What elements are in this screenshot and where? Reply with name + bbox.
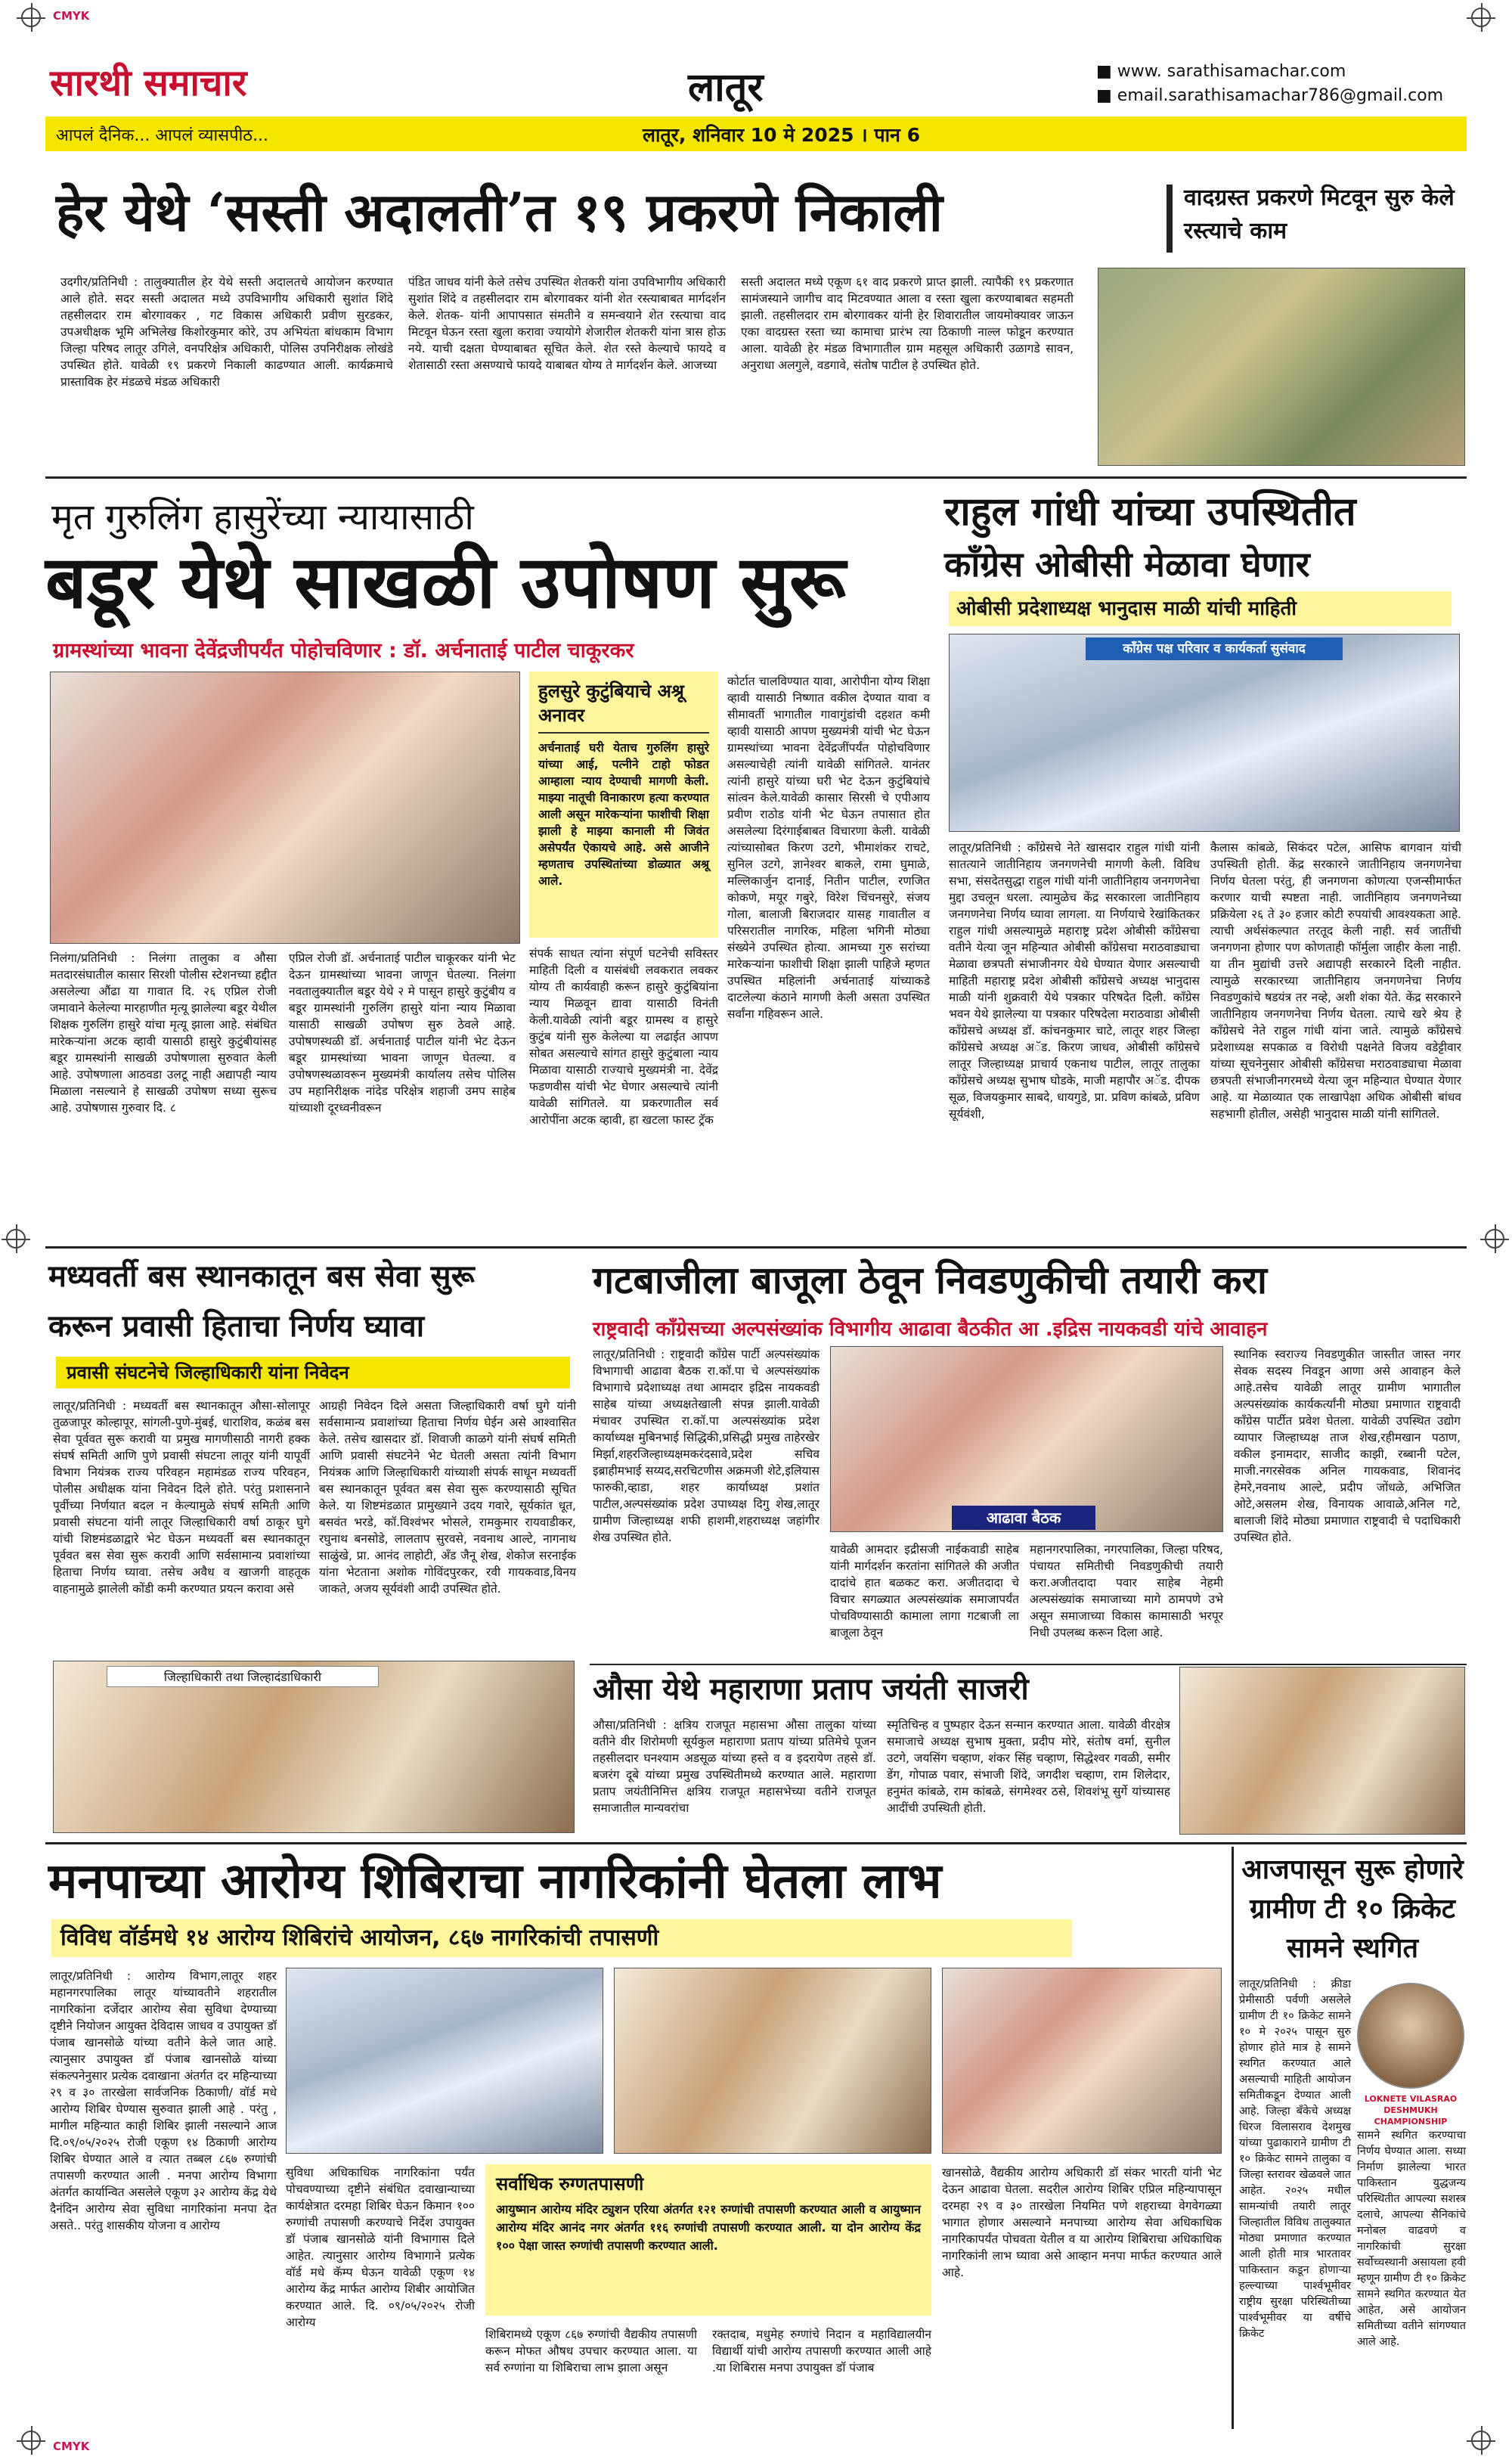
article-column: लातूर/प्रतिनिधी : मध्यवर्ती बस स्थानकातून औसा-सोलापूर तुळजापूर कोल्हापूर, सांगली-पुणे-मुंबई, धाराशिव, कळंब बस सेवा पूर्ववत सुरू करावी या प्रमुख मागणीसाठी नागरी हक्क संघर्ष समिती आणि पुणे प्रवासी संघटना लातूर यांनी यापूर्वी विभाग नियंत्रक राज्य परिवहन महामंडळ राज्य परिवहन, पोलीस अधीक्षक यांना निवेदन दिले होते. परंतु प्रशासनाने पूर्वीच्या निर्णयात बदल न केल्यामुळे संघर्ष समिती आणि प्रवासी संघटना यांनी लातूर जिल्हाधिकारी वर्षा ठाकूर घुगे यांची शिष्टमंडळाद्वारे भेट घेऊन मध्यवर्ती बस स्थानकातून पूर्ववत बस सेवा सुरू करावी आणि सर्वसामान्य प्रवाशांच्या हिताचा निर्णय घ्यावा. तसेच अवैध व खाजगी वाहतूक वाहनामुळे झालेली कोंडी कमी करण्यात प्रयत्न करावा असे: [53, 1399, 310, 1596]
box-text: आयुष्मान आरोग्य मंदिर ट्युशन एरिया अंतर्गत १२१ रुग्णांची तपासणी करण्यात आली व आयुष्मान आरोग्य मंदिर आनंद नगर अंतर्गत ११६ रुग्णांची तपासणी करण्यात आली. या दोन आरोग्य केंद्र १०० पेक्षा जास्त रुग्णांची तपासणी करण्यात आली.: [496, 2202, 921, 2253]
article-column: स्मृतिचिन्ह व पुष्पहार देऊन सन्मान करण्यात आला. यावेळी वीरक्षेत्र समाजाचे अध्यक्ष सुभाष मुक्ता, प्रदीप मोरे, संतोष वर्मा, सुनील उटगे, जयसिंग चव्हाण, शंकर सिंह चव्हाण, सिद्धेश्वर गवळी, समीर डेंग, गोपाळ पवार, संभाजी शिंदे, जगदीश चव्हाण, राम शिलेदार, हनुमंत कांबळे, राम कांबळे, संगमेश्वर ठसे, शिवशंभू सुर्गे यांच्यासह आदींची उपस्थिती होती.: [887, 1718, 1170, 1815]
registration-mark-icon: [21, 8, 41, 27]
delegation-photo: [53, 1661, 575, 1833]
info-box: [529, 672, 718, 938]
side-headline: वादग्रस्त प्रकरणे मिटवून सुरु केले रस्त्याचे काम: [1184, 185, 1455, 244]
story-congress-obc-rally: [941, 484, 1467, 1248]
headline-line1: मध्यवर्ती बस स्थानकातून बस सेवा सुरू: [48, 1258, 475, 1294]
headline-line2: करून प्रवासी हिताचा निर्णय घ्यावा: [48, 1308, 425, 1344]
kicker: मृत गुरुलिंग हासुरेंच्या न्यायासाठी: [51, 496, 474, 538]
article-column: खानसोळे, वैद्यकीय आरोग्य अधिकारी डॉ संकर भारती यांनी भेट देऊन आढावा घेतला. सदरील आरोग्य शिबिर एप्रिल महिन्यापासून दरमहा २९ व ३० तारखेला नियमित पणे शहराच्या वेगवेगळ्या भागात होणार असल्याने मनपाच्या आरोग्य सेवा अधिकाधिक नागरिकापर्यंत पोचवता येतील व या आरोग्य शिबिराचा अधिकाधिक नागरिकांनी लाभ घ्यावा असे आव्हान मनपा मार्फत करण्यात आले आहे.: [942, 2166, 1222, 2279]
jayanti-photo: [1179, 1667, 1465, 1835]
subhead: राष्ट्रवादी काँग्रेसच्या अल्पसंख्यांक विभागीय आढावा बैठकीत आ .इद्रिस नायकवडी यांचे आवाहन: [593, 1318, 1268, 1341]
article-column: रक्तदाब, मधुमेह रुग्णांचे निदान व महाविद्यालयीन विद्यार्थी यांची आरोग्य तपासणी करण्यात आली आहे .या शिबिरास मनपा उपायुक्त डॉ पंजाब: [712, 2328, 931, 2375]
story-health-camp: [45, 1847, 1228, 2429]
headline: आजपासून सुरू होणारे ग्रामीण टी १० क्रिकेट सामने स्थगित: [1241, 1854, 1464, 1964]
camp-photo: [286, 1968, 603, 2154]
tagline: आपलं दैनिक... आपलं व्यासपीठ...: [56, 126, 269, 145]
website-bullet-icon: ■: [1096, 62, 1117, 81]
camp-photo: [614, 1968, 931, 2154]
article-column: सस्ती अदालत मध्ये एकूण ६१ वाद प्रकरणे प्राप्त झाली. त्यापैकी १९ प्रकरणात सामंजस्याने जागीच वाद मिटवण्यात आला व रस्ता खुला करण्याबाबत सहमती झाली. तहसीलदार राम बोरगावकर यांनी हेर शिवारातील जायमोक्यावर जाऊन एका वादग्रस्त रस्ता च्या कामाचा प्रारंभ त्या ठिकाणी नाल्ल फोडून करण्यात आला. यावेळी हेर मंडळ विभागातील ग्राम महसूल अधिकारी उळागडे सावन, अनुराधा अलगुले, वडगावे, संतोष पाटील हे उपस्थित होते.: [741, 275, 1074, 372]
registration-mark-icon: [1471, 2431, 1491, 2450]
strap: प्रवासी संघटनेचे जिल्हाधिकारी यांना निवेदन: [56, 1357, 570, 1388]
headline: हेर येथे ‘सस्ती अदालती’त १९ प्रकरणे निकाली: [56, 181, 943, 244]
meeting-photo: [830, 1346, 1223, 1532]
press-conference-photo: [949, 634, 1460, 832]
email-bullet-icon: ■: [1096, 86, 1117, 105]
article-column: कोर्टात चालविण्यात यावा, आरोपीना योग्य शिक्षा व्हावी यासाठी निष्णात वकील देण्यात यावा व सीमावर्ती भागातील गावागुंडांची दहशत कमी व्हावी यासाठी आपण मुख्यमंत्री यांची भेट घेऊन ग्रामस्थांच्या भावना देवेंद्रजींपर्यंत पोहोचविणार असल्याचेही त्यांनी यावेळी सांगितले. यानंतर त्यांनी हासुरे यांच्या घरी भेट देऊन कुटुंबियांचे सांत्वन केले.यावेळी कासार सिरसी चे एपीआय प्रवीण राठोड यांनी भेट घेऊन तपासात होत असलेल्या दिरंगाईबाबत विचारणा केली. यावेळी त्यांच्यासोबत किरण उटगे, भीमाशंकर राचटे, सुनिल उटगे, ज्ञानेश्वर बाकले, रामा घुमाळे, मल्लिकार्जुन दानाई, नितीन पाटील, रणजित कोकणे, मयूर गबुरे, विरेश चिंचनसुरे, संजय गोला, बालाजी बिराजदार यासह गावातील व परिसरातील नागरिक, महिला भगिनी मोठ्या संख्येने उपस्थित होत्या. आमच्या गुरु सरांच्या मारेकऱ्यांना फाशीची शिक्षा झाली पाहिजे म्हणत उपस्थित महिलांनी अर्चनाताई यांच्याकडे दाटलेल्या कंठाने मागणी केली असता उपस्थित सर्वांना गहिवरून आले.: [727, 675, 930, 1021]
paper-name: सारथी समाचार: [50, 62, 247, 104]
box-title: हुलसुरे कुटुंबियाचे अश्रू अनावर: [538, 679, 709, 734]
article-column: निलंगा/प्रतिनिधी : निलंगा तालुका व औसा मतदारसंघातील कासार सिरशी पोलीस स्टेशनच्या हद्दीत असलेल्या औंढा या गावात दि. २६ एप्रिल रोजी जमावाने केलेल्या मारहाणीत मृत्यू झालेल्या बडूर येथील शिक्षक गुरुलिंग हासुरे यांचा मृत्यू झाला आहे. संबंधित मारेकऱ्यांना अटक व्हावी यासाठी हासुरे कुटुंबीयांसह बडूर ग्रामस्थांनी साखळी उपोषणाला सुरुवात केली आहे. उपोषणाला आठवडा उलटू नाही अद्यापही न्याय मिळाला नसल्याने हे साखळी उपोषण सध्या सुरूच आहे. उपोषणास गुरुवार दि. ८: [50, 951, 277, 1115]
article-column: स्थानिक स्वराज्य निवडणुकीत जास्तीत जास्त नगर सेवक सदस्य निवडून आणा असे आवाहन केले आहे.तसेच यावेळी लातूर ग्रामीण भागातील अल्पसंख्यांक कार्यकर्त्यांनी मोठ्या प्रमाणात राष्ट्रवादी काँग्रेस पार्टीत प्रवेश घेतला. यावेळी उपस्थित उद्योग व्यापार जिल्हाध्यक्ष ताज शेख,रहीमखान पठाण, वकील इनामदार, साजीद काझी, रब्बानी पटेल, माजी.नगरसेवक अनिल गायकवाड, शिवानंद हेमरे,नवनाथ आल्टे, प्रदीप जोंधळे, अभिजित ओटे,असलम शेख, विनायक आवाळे,अनिल गटे, बालाजी शिंदे मोठ्या प्रमाणात राष्ट्रवादी चे पदाधिकारी उपस्थित होते.: [1234, 1348, 1461, 1544]
box-title: सर्वाधिक रुग्णतपासणी: [496, 2173, 644, 2195]
divider: [45, 1246, 1467, 1249]
hunger-strike-photo: [50, 672, 520, 944]
article-column: एप्रिल रोजी डॉ. अर्चनाताई पाटील चाकूरकर यांनी भेट देऊन ग्रामस्थांच्या भावना जाणून घेतल्या. निलंगा नवतालुक्यातील बडूर येथे २ मे पासून हासुरे कुटुंबीय व बडूर ग्रामस्थांनी गुरुलिंग हासुरे यांना न्याय मिळावा यासाठी साखळी उपोषण सुरु ठेवले आहे. उपोषणस्थळी डॉ. अर्चनाताई पाटील यांनी भेट देऊन बडूर ग्रामस्थांच्या भावना जाणून घेतल्या. व उपोषणस्थळावरून मुख्यमंत्री कार्यालय तसेच पोलिस उप महानिरीक्षक नांदेड परिक्षेत्र शहाजी उमप साहेब यांच्याशी दूरध्वनीवरून: [289, 951, 516, 1115]
article-column: आग्रही निवेदन दिले असता जिल्हाधिकारी वर्षा घुगे यांनी सर्वसामान्य प्रवाशांच्या हिताचा निर्णय घेईन असे आश्वासित केले. तसेच खासदार डॉ. शिवाजी काळगे यांनी संघर्ष समिती आणि प्रवासी संघटनेने भेट घेतली असता त्यांनी विभाग नियंत्रक आणि जिल्हाधिकारी यांच्याशी संपर्क साधून मध्यवर्ती बस स्थानकातून पूर्ववत बस सेवा सुरू करण्यासाठी सूचित केले. या शिष्टमंडळात प्रामुख्याने उदय गवारे, सूर्यकांत धूत, बसवंत भरडे, कॉ.विश्वंभर भोसले, रामकुमार रायवाडीकर, रघुनाथ बनसोडे, लालताप सुरवसे, नवनाथ आल्टे, नागनाथ साळुंखे, प्रा. आनंद लाहोटी, अँड जैनू शेख, शेकोज सरनाईक यांना भेटताना अशोक गोविंदपुरकर, रवी गायकवाड,विनय जाकते, अजय सूर्यवंशी आदी उपस्थित होते.: [319, 1399, 576, 1596]
article-column: औसा/प्रतिनिधी : क्षत्रिय राजपूत महासभा औसा तालुका यांच्या वतीने वीर शिरोमणी सूर्यकुल महाराणा प्रताप यांच्या प्रतिमेचे पूजन तहसीलदार घनश्याम अडसूळ यांच्या हस्ते व व इदरायेण तहसे डॉ. बजरंग दूबे यांच्या प्रमुख उपस्थितीमध्ये करण्यात आले. महाराणा प्रताप जयंतीनिमित्त क्षत्रिय राजपूत महासभेच्या वतीने राजपूत समाजातील मान्यवरांचा: [593, 1718, 876, 1815]
dateline: लातूर, शनिवार 10 मे 2025 । पान 6: [643, 124, 921, 146]
article-column: पंडित जाधव यांनी केले तसेच उपस्थित शेतकरी यांना उपविभागीय अधिकारी सुशांत शिंदे व तहसीलदार राम बोरगावकर यांनी शेत रस्त्याबाबत मार्गदर्शन केले. शेतक- यांनी आपापसात संमतीने व समन्वयाने शेत रस्त्याचा वाद मिटवून घेऊन रस्ता खुला करावा ज्यायोगे शेजारील शेतकरी यांना त्रास होऊ नये. याची दक्षता घेण्याबाबत सूचित केले. शेत रस्ते केल्याचे फायदे व शेतासाठी रस्ता असण्याचे फायदे याबाबत योग्य ते मार्गदर्शन केले. आजच्या: [408, 275, 726, 372]
registration-mark-icon: [6, 1229, 26, 1249]
cmyk-mark: CMYK: [53, 9, 90, 23]
article-column: कैलास कांबळे, सिकंदर पटेल, आसिफ बागवान यांची उपस्थिती होती. केंद्र सरकारने जातीनिहाय जनगणनेचा निर्णय घेतला परंतु, ही जनगणना कोणत्या एजन्सीमार्फत करणार याची स्पष्टता नाही. जातीनिहाय जनगणनेच्या प्रक्रियेला २६ ते ३० हजार कोटी रुपयांची आवश्यकता आहे. त्याची अर्थसंकल्पात तरतूद केली नाही. सर्व जातींची जनगणना होणार पण कोणताही फॉर्मुला जाहीर केला नाही. या तीन मुद्यांची उत्तरे अद्यापही सरकारने दिली नाहीत. त्यामुळे सरकारच्या जातीनिहाय जनगणनेचा निर्णय निवडणुकांचे षडयंत्र तर नव्हे, अशी शंका येते. केंद्र सरकारने जातीनिहाय जनगणनेचा निर्णय घेतला. त्याचे खरे श्रेय हे काँग्रेसचे नेते राहुल गांधी यांना जाते. त्यामुळे काँग्रेसचे प्रदेशाध्यक्ष सपकाळ व विरोधी पक्षनेते विजय वडेट्टीवार यांच्या सूचनेनुसार ओबीसी काँग्रेसचा मराठवाड्याचा मेळावा छत्रपती संभाजीनगरमध्ये येत्या जून महिन्यात घेण्यात येणार आहे. या मेळाव्यात एक लाखापेक्षा अधिक ओबीसी बांधव सहभागी होतील, असेही भानुदास माळी यांनी सांगितले.: [1210, 841, 1461, 1121]
registration-mark-icon: [21, 2431, 41, 2450]
article-column: सामने स्थगित करण्याचा निर्णय घेण्यात आला. सध्या निर्माण झालेल्या भारत पाकिस्तान युद्धजन्य परिस्थितीत आपल्या सशस्त्र दलाचे, आपल्या सैनिकांचे मनोबल वाढवणे व नागरिकांची सुरक्षा सर्वोच्चस्थानी असायला हवी म्हणून ग्रामीण टी १० क्रिकेट सामने स्थगित करण्यात येत आहेत, असे आयोजन समितीच्या वतीने सांगण्यात आले आहे.: [1357, 2130, 1466, 2348]
email: ■ email.sarathisamachar786@gmail.com: [1096, 86, 1444, 105]
office-sign: जिल्हाधिकारी तथा जिल्हादंडाधिकारी: [107, 1666, 379, 1687]
divider: [45, 1842, 1467, 1844]
divider: [1232, 1847, 1234, 2429]
headline: राहुल गांधी यांच्या उपस्थितीत: [944, 489, 1356, 535]
banner-text: काँग्रेस पक्ष परिवार व कार्यकर्ता सुसंवाद: [1086, 637, 1343, 660]
headline: मनपाच्या आरोग्य शिबिराचा नागरिकांनी घेतला लाभ: [48, 1853, 942, 1909]
headline: औसा येथे महाराणा प्रताप जयंती साजरी: [593, 1671, 1029, 1707]
registration-mark-icon: [1471, 8, 1491, 27]
article-column: संपर्क साधत त्यांना संपूर्ण घटनेची सविस्तर माहिती दिली व यासंबंधी लवकरात लवकर योग्य ती कार्यवाही करून हासुरे कुटुंबियांना न्याय मिळवून द्यावा यासाठी विनंती केली.यावेळी त्यांनी बडूर ग्रामस्थ व हासुरे कुटुंब यांनी सुरु केलेल्या या लढाईत आपण सोबत असल्याचे सांगत हासुरे कुटुंबाला न्याय मिळावा यासाठी राज्याचे मुख्यमंत्री ना. देवेंद्र फडणवीस यांची भेट घेणार असल्याचे त्यांनी यावेळी सांगितले. या प्रकरणातील सर्व आरोपींना अटक व्हावी, हा खटला फास्ट ट्रॅक: [529, 947, 718, 1127]
story-bus-service: [45, 1251, 582, 1833]
headline: गटबाजीला बाजूला ठेवून निवडणुकीची तयारी करा: [593, 1258, 1267, 1302]
box-text: अर्चनाताई घरी येताच गुरुलिंग हासुरे यांच्या आई, पत्नीने टाहो फोडत आम्हाला न्याय देण्याची मागणी केली. माझ्या नातूची विनाकारण हत्या करण्यात आली असून मारेकऱ्यांना फाशीची शिक्षा झाली हे माझ्या कानाली मी जिवंत असेपर्यंत ऐकायचे आहे. असे आजीने म्हणताच उपस्थितांच्या डोळ्यात अश्रू आले.: [538, 741, 709, 888]
divider: [1167, 185, 1173, 253]
article-column: यावेळी आमदार इद्रीसजी नाईकवाडी साहेब यांनी मार्गदर्शन करतांना सांगितले की अजीत दादांचे हात बळकट करा. अजीतदादा चे विचार सगळ्यात अल्पसंख्यांक समाजापर्यंत पोचविण्यासाठी कामाला लागा गटबाजी ला बाजूला ठेवून: [830, 1543, 1019, 1639]
masthead: [45, 51, 1467, 157]
story-ncp-minority-meeting: [590, 1251, 1467, 1659]
info-box: [485, 2164, 931, 2316]
strap: विविध वॉर्डमधे १४ आरोग्य शिबिरांचे आयोजन, ८६७ नागरिकांची तपासणी: [51, 1919, 1072, 1957]
portrait-photo: [1357, 1983, 1464, 2089]
dateline-bar: [45, 116, 1467, 151]
subhead: ग्रामस्थांच्या भावना देवेंद्रजीपर्यंत पोहोचविणार : डॉ. अर्चनाताई पाटील चाकूरकर: [53, 639, 634, 662]
article-column: लातूर/प्रतिनिधी : आरोग्य विभाग,लातूर शहर महानगरपालिका लातूर यांच्यावतीने शहरातील नागरिकांना दर्जेदार आरोग्य सेवा सुविधा देण्याच्या दृष्टीने नियोजन आयुक्त देविदास जाधव व उपायुक्त डॉ पंजाब खानसोळे यांच्या वतीने केले जात आहे. त्यानुसार उपायुक्त डॉ पंजाब खानसोळे यांच्या संकल्पनेनुसार प्रत्येक दवाखाना अंतर्गत दर महिन्याच्या २९ व ३० तारखेला सार्वजनिक ठिकाणी/ वॉर्ड मधे आरोग्य शिबिर घेण्यास सुरुवात झाली आहे . परंतु , मागील महिन्यात काही शिबिर झाली नसल्याने आज दि.०९/०५/२०२५ रोजी एकूण १४ ठिकाणी आरोग्य शिबिर घेण्यात आले व त्यात तब्बल ८६७ रुग्णांची तपासणी करण्यात आली . मनपा आरोग्य विभागा अंतर्गत कार्यान्वित असलेले एकूण ३२ आरोग्य केंद्र येथे दैनंदिन आरोग्य सेवा सुविधा नागरिकांना मनपा देत असते.. परंतु शासकीय योजना व आरोग्य: [50, 1969, 277, 2232]
photo-caption: आढावा बैठक: [952, 1506, 1095, 1530]
article-column: सुविधा अधिकाधिक नागरिकांना पर्यंत पोचवण्याच्या दृष्टीने संबंधित दवाखान्याच्या कार्यक्षेत्रात दरमहा शिबिर घेऊन किमान १०० रुग्णांची तपासणी करण्याचे निर्देश उपायुक्त डॉ पंजाब खानसोळे यांनी विभागास दिले आहेत. त्यानुसार आरोग्य विभागाने प्रत्येक वॉर्ड मधे कॅम्प घेऊन यावेळी एकूण १४ आरोग्य केंद्र मार्फत आरोग्य शिबीर आयोजित करण्यात आले. दि. ०९/०५/२०२५ रोजी आरोग्य: [286, 2166, 475, 2329]
headline: बडूर येथे साखळी उपोषण सुरू: [45, 539, 846, 625]
registration-mark-icon: [1485, 1229, 1504, 1249]
website: ■ www. sarathisamachar.com: [1096, 62, 1346, 81]
article-column: लातूर/प्रतिनिधी : राष्ट्रवादी काँग्रेस पार्टी अल्पसंख्यांक विभागाची आढावा बैठक रा.कॉ.पा चे अल्पसंख्यांक विभागाचे प्रदेशाध्यक्ष तथा आमदार इद्रिस नायकवडी साहेब यांच्या अध्यक्षतेखाली संपन्न झाली.यावेळी मंचावर उपस्थित रा.कॉ.पा अल्पसंख्यांक प्रदेश कार्याध्यक्ष मुबिनभाई सिद्धिकी,प्रसिद्धी प्रमुख ताहेरखेर मिर्झा,शहरजिल्हाध्यक्षमकरंदसावे,प्रदेश सचिव इब्राहीमभाई सय्यद,सरचिटणीस अक्रमजी शेटे,इलियास फारुकी,व्हाडा, शहर कार्याध्यक्ष प्रशांत पाटील,अल्पसंख्यांक प्रदेश उपाध्यक्ष दिगु शेख,लातूर ग्रामीण जिल्हाध्यक्ष शफी हाशमी,शहराध्यक्ष जहांगीर शेख उपस्थित होते.: [593, 1348, 820, 1544]
cmyk-mark: CMYK: [53, 2440, 90, 2453]
photo-caption: LOKNETE VILASRAO DESHMUKH CHAMPIONSHIP: [1364, 2094, 1458, 2127]
divider: [45, 476, 1467, 479]
city-name: लातूर: [688, 64, 764, 110]
story-sasti-adalat: [45, 171, 1467, 489]
story-badur-hunger-strike: [45, 484, 937, 1248]
article-column: उदगीर/प्रतिनिधी : तालुक्यातील हेर येथे सस्ती अदालतचे आयोजन करण्यात आले होते. सदर सस्ती अदालत मध्ये उपविभागीय अधिकारी सुशांत शिंदे तहसीलदार राम बोरगावकर , गट विकास अधिकारी प्रवीण सुरडकर, उपअधीक्षक भूमि अभिलेख किशोरकुमार कोरे, उप अभियंता बांधकाम विभाग जिल्हा परिषद लातूर उगिले, वनपरिक्षेत्र अधिकारी, पोलिस उपनिरीक्षक लोखंडे उपस्थित होते. यावेळी १९ प्रकरणे निकाली काढण्यात आली. कार्यक्रमाचे प्रास्ताविक हेर मंडळचे मंडळ अधिकारी: [60, 275, 393, 389]
article-column: लातूर/प्रतिनिधी : काँग्रेसचे नेते खासदार राहुल गांधी यांनी सातत्याने जातीनिहाय जनगणनेची मागणी केली. विविध सभा, संसदेतसुद्धा राहुल गांधी यांनी जातीनिहाय जनगणनेचा मुद्दा उचलून धरला. त्यामुळेच केंद्र सरकारला जातीनिहाय जनगणनेचा निर्णय घ्यावा लागला. या निर्णयाचे रेखांकितकर राहुल गांधी असल्यामुळे महाराष्ट्र प्रदेश ओबीसी काँग्रेसचा वतीने येत्या जून महिन्यात ओबीसी काँग्रेसचा मराठवाड्याचा मेळावा छत्रपती संभाजीनगर येथे घेण्यात येणार असल्याची माहिती महाराष्ट्र प्रदेश ओबीसी काँग्रेसचे अध्यक्ष भानुदास माळी यांनी शुक्रवारी येथे पत्रकार परिषदेत दिली. काँग्रेस भवन येथे झालेल्या या पत्रकार परिषदेला मराठवाडा ओबीसी काँग्रेसचे अध्यक्ष डॉ. कांचनकुमार चाटे, लातूर शहर जिल्हा काँग्रेसचे अध्यक्ष अॅड. किरण जाधव, ओबीसी काँग्रेसचे लातूर जिल्हाध्यक्ष प्राचार्य एकनाथ पाटील, लातूर तालुका काँग्रेसचे अध्यक्ष सुभाष घोडके, माजी महापौर अॅड. दीपक सूळ, विजयकुमार साबदे, धायगुडे, प्रा. प्रविण कांबळे, प्रविण सूर्यवंशी,: [949, 841, 1200, 1121]
article-column: महानगरपालिका, नगरपालिका, जिल्हा परिषद, पंचायत समितीची निवडणुकीची तयारी करा.अजीतदादा पवार साहेब नेहमी अल्पसंख्यांक समाजाच्या मागे ठामपणे उभे असून समाजाच्या विकास कामासाठी भरपूर निधी उपलब्ध करून दिला आहे.: [1030, 1543, 1223, 1639]
camp-photo: [942, 1968, 1222, 2154]
strap: ओबीसी प्रदेशाध्यक्ष भानुदास माळी यांची माहिती: [949, 591, 1452, 626]
story-maharana-pratap-jayanti: [590, 1664, 1467, 1838]
field-photo: [1098, 268, 1465, 466]
divider: [590, 1664, 1467, 1665]
article-column: शिबिरामध्ये एकूण ८६७ रुग्णांची वैद्यकीय तपासणी करून मोफत औषध उपचार करण्यात आला. या सर्व रुग्णांना या शिबिराचा लाभ झाला असून: [485, 2328, 697, 2375]
article-column: लातूर/प्रतिनिधी : क्रीडा प्रेमीसाठी पर्वणी असलेले ग्रामीण टी १० क्रिकेट सामने १० मे २०२५ पासून सुरु होणार होते मात्र हे सामने स्थगित करण्यात आले असल्याची माहिती आयोजन समितीकडून देण्यात आली आहे. जिल्हा बँकेचे अध्यक्ष धिरज विलासराव देशमुख यांच्या पुढाकाराने ग्रामीण टी १० क्रिकेट सामने तालुका व जिल्हा स्तरावर खेळवले जात आहेत. २०२५ मधील सामन्यांची तयारी लातूर जिल्हातील विविध तालुक्यात मोठ्या प्रमाणात करण्यात आली होती मात्र भारतावर पाकिस्तान कडून होणाऱ्या हल्ल्याच्या पार्श्वभूमीवर राष्ट्रीय सुरक्षा परिस्थितीच्या पार्श्वभूमीवर या वर्षीचे क्रिकेट: [1239, 1978, 1351, 2340]
story-t10-cricket: [1236, 1847, 1467, 2429]
subhead: काँग्रेस ओबीसी मेळावा घेणार: [944, 544, 1310, 585]
